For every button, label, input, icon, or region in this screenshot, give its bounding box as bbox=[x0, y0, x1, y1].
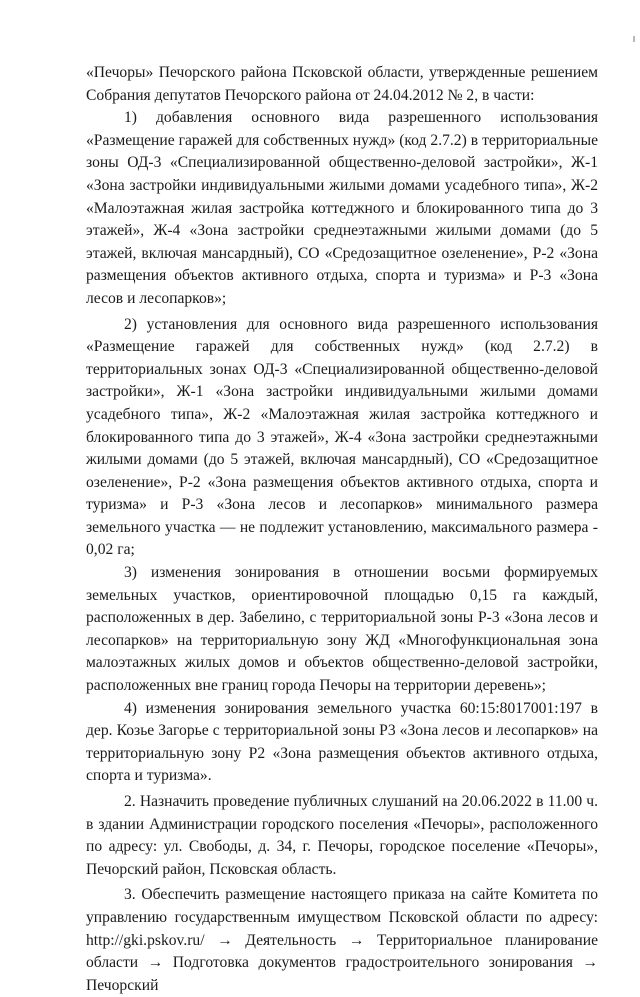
paragraph-item-4-rezoning-kozye-zagorye: 4) изменения зонирования земельного участка 60:15:8017001:197 в дер. Козье Загорье с территориальной зоны Р3 «Зона лесов и лесопарков» на территориальную зону Р2 «Зона размещения объектов активного отдыха, спорта и туризма». bbox=[86, 699, 598, 785]
paragraph-2-public-hearings: 2. Назначить проведение публичных слушаний на 20.06.2022 в 11.00 ч. в здании Администрации городского поселения «Печоры», расположенного по адресу: ул. Свободы, д. 34, г. Печоры, городское поселение «Печоры», Печорский район, Псковская область. bbox=[86, 793, 598, 878]
paragraph-3-publish-order: 3. Обеспечить размещение настоящего приказа на сайте Комитета по управлению государственным имуществом Псковской области по адресу: http://gki.pskov.ru/ → Деятельность → Территориальное планирование области → Подготовка документов градостроительного зонирования → Печорский bbox=[86, 886, 598, 994]
paragraph-intro-continuation: «Печоры» Печорского района Псковской области, утвержденные решением Собрания депутатов Печорского района от 24.04.2012 № 2, в части: bbox=[86, 64, 598, 104]
paragraph-item-2-set-lot-size: 2) установления для основного вида разрешенного использования «Размещение гаражей для собственных нужд» (код 2.7.2) в территориальных зонах ОД-3 «Специализированной общественно-деловой застройки», Ж-1 «Зона застройки индивидуальными жилыми домами усадебного типа», Ж-2 «Малоэтажная жилая застройка коттеджного и блокированного типа до 3 этажей», Ж-4 «Зона застройки среднеэтажными жилыми домами (до 5 этажей, включая мансардный), СО «Средозащитное озеленение», Р-2 «Зона размещения объектов активного отдыха, спорта и туризма» и Р-3 «Зона лесов и лесопарков» минимального размера земельного участка — не подлежит установлению, максимального размера - 0,02 га; bbox=[86, 315, 598, 559]
paragraph-item-3-rezoning-zabelino: 3) изменения зонирования в отношении восьми формируемых земельных участков, ориентировочной площадью 0,15 га каждый, расположенных в дер. Забелино, с территориальной зоны Р-3 «Зона лесов и лесопарков» на территориальную зону ЖД «Многофункциональная зона малоэтажных жилых домов и объектов общественно-деловой застройки, расположенных вне границ города Печоры на территории деревень»; bbox=[86, 564, 598, 695]
paragraph-item-1-add-permitted-use: 1) добавления основного вида разрешенного использования «Размещение гаражей для собственных нужд» (код 2.7.2) в территориальные зоны ОД-3 «Специализированной общественно-деловой застройки», Ж-1 «Зона застройки индивидуальными жилыми домами усадебного типа», Ж-2 «Малоэтажная жилая застройка коттеджного и блокированного типа до 3 этажей», Ж-4 «Зона застройки среднеэтажными жилыми домами (до 5 этажей, включая мансардный), СО «Средозащитное озеленение», Р-2 «Зона размещения объектов активного отдыха, спорта и туризма» и Р-3 «Зона лесов и лесопарков»; bbox=[86, 109, 598, 307]
document-page bbox=[86, 62, 598, 997]
scan-edge-mark bbox=[633, 36, 635, 42]
